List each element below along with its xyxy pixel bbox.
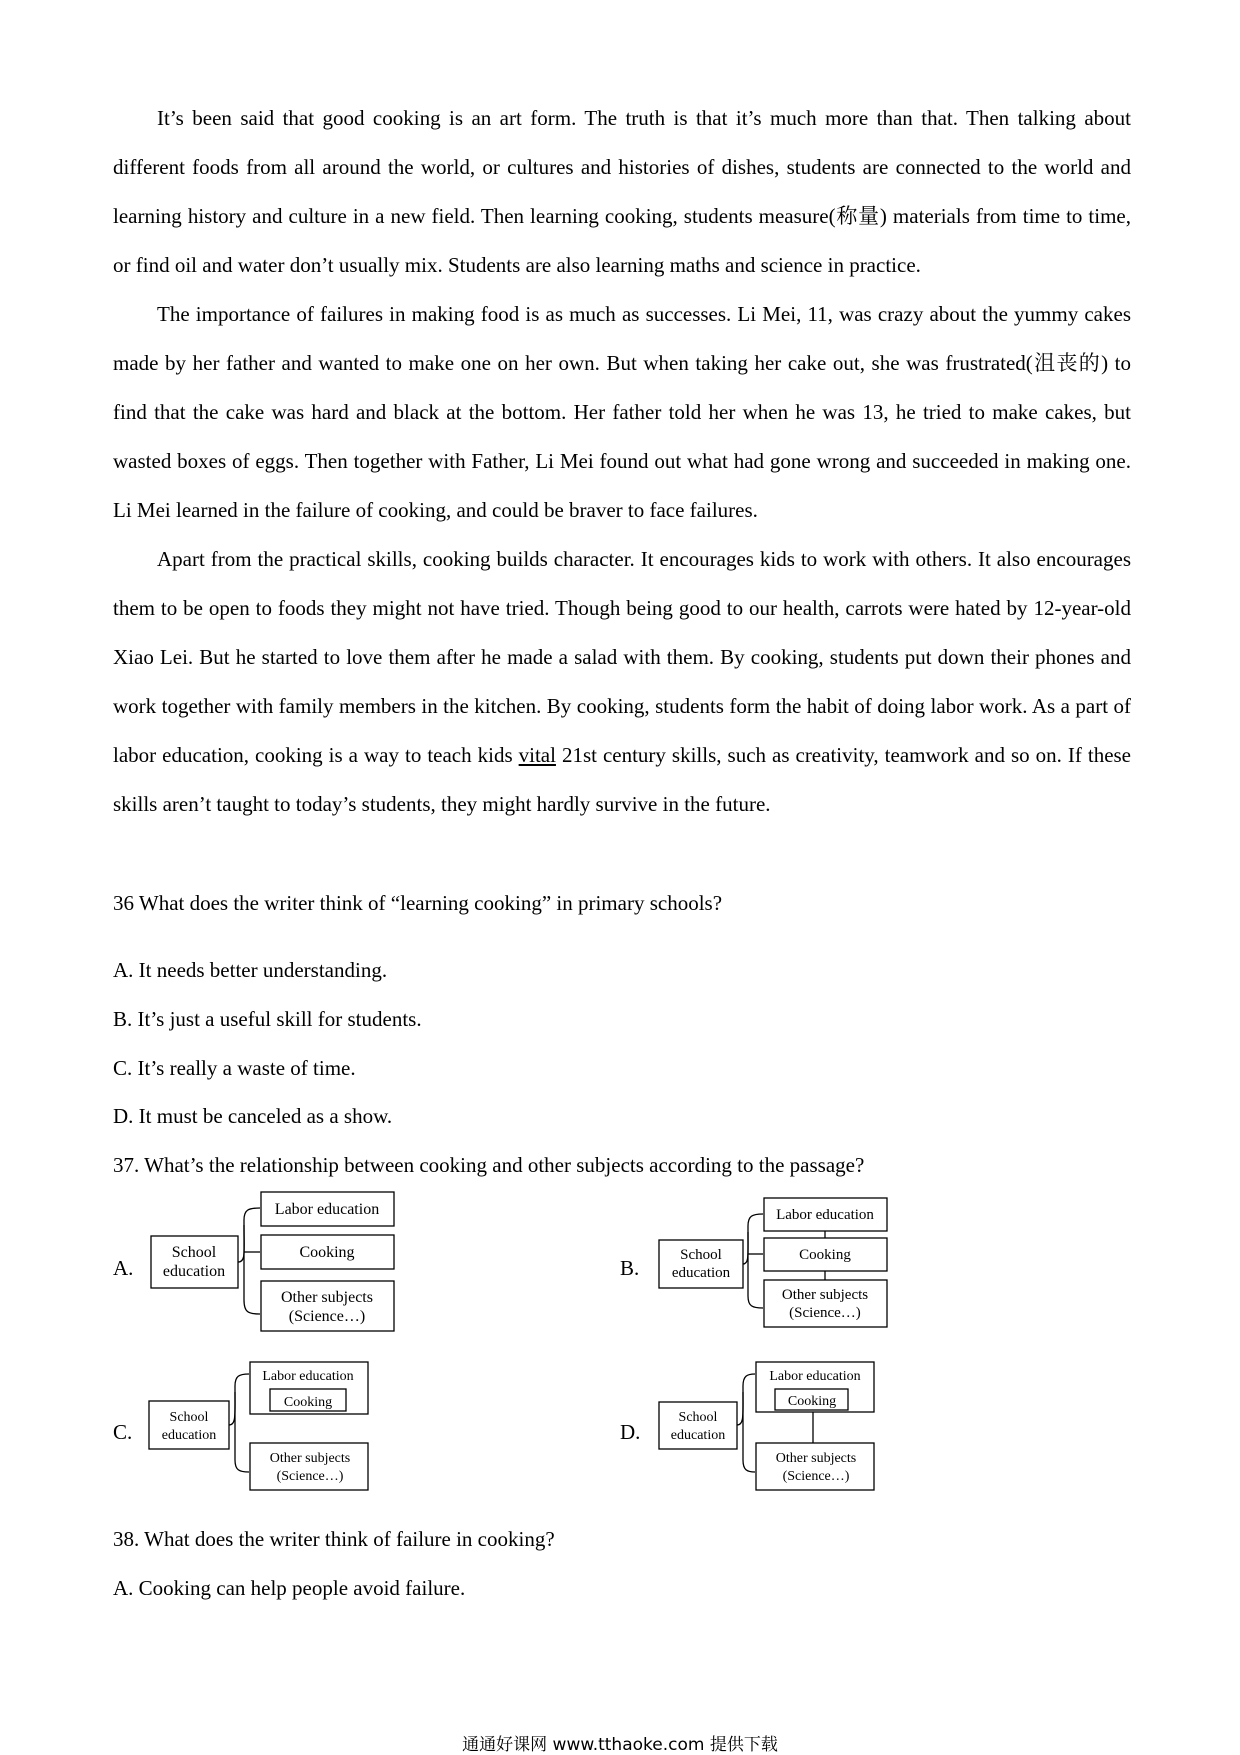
diagram-d-brace-bottom bbox=[743, 1392, 755, 1472]
q36-option-d: D. It must be canceled as a show. bbox=[113, 1104, 393, 1128]
diagram-c-text bbox=[162, 1369, 354, 1484]
passage-paragraph-3-text-b: 21st century skills, such as creativity, teamwork and so on. If these skills aren’t taught to today’s students, they might hardly survive in the future. bbox=[113, 743, 1132, 816]
diagram-a-school-line1: School bbox=[171, 1244, 217, 1261]
diagram-a-cooking-label: Cooking bbox=[299, 1244, 355, 1261]
diagram-a-other-line2: (Science…) bbox=[288, 1308, 366, 1325]
diagram-d-other-line2: (Science…) bbox=[782, 1469, 850, 1484]
diagram-b-other-line1: Other subjects bbox=[781, 1287, 869, 1303]
q36-option-c: C. It’s really a waste of time. bbox=[113, 1056, 356, 1080]
underlined-word-vital: vital bbox=[518, 743, 556, 767]
diagram-a-other-line1: Other subjects bbox=[281, 1289, 373, 1306]
diagram-c-brace-top bbox=[229, 1374, 249, 1425]
diagram-b-brace-bottom bbox=[748, 1232, 763, 1308]
diagram-d-other-line1: Other subjects bbox=[775, 1451, 857, 1466]
question-36: 36 What does the writer think of “learning cooking” in primary schools? bbox=[113, 891, 723, 915]
diagram-c-labor-label: Labor education bbox=[262, 1369, 354, 1384]
diagram-c-school-line2: education bbox=[161, 1428, 217, 1443]
diagram-b-text bbox=[672, 1207, 875, 1321]
diagram-c-cooking-label: Cooking bbox=[283, 1395, 333, 1410]
diagram-c-other-line2: (Science…) bbox=[276, 1469, 344, 1484]
diagram-d-school-line1: School bbox=[678, 1410, 718, 1425]
diagram-c-brace-bottom bbox=[235, 1392, 249, 1472]
q38-option-a: A. Cooking can help people avoid failure. bbox=[113, 1576, 466, 1600]
diagram-a-school-line2: education bbox=[162, 1263, 226, 1280]
page-footer: 通通好课网 www.tthaoke.com 提供下载 bbox=[462, 1735, 778, 1755]
passage-paragraph-1: It’s been said that good cooking is an art form. The truth is that it’s much more than that. Then talking about different foods from all around the world, or cultures and histories of dishes, students are connected to the world and learning history and culture in a new field. Then learning cooking, students measure(称量) materials from time to time, or find oil and water don’t usually mix. Students are also learning maths and science in practice. bbox=[113, 106, 1131, 277]
passage-paragraph-3-text-a: Apart from the practical skills, cooking builds character. It encourages kids to work with others. It also encourages them to be open to foods they might not have tried. Though being good to our health, carrots were hated by 12-year-old Xiao Lei. But he started to love them after he made a salad with them. By cooking, students put down their phones and work together with family members in the kitchen. By cooking, students form the habit of doing labor work. As a part of labor education, cooking is a way to teach kids bbox=[113, 547, 1131, 767]
diagram-b-labor-label: Labor education bbox=[776, 1207, 874, 1223]
diagram-b-brace-top bbox=[743, 1214, 763, 1264]
q37-option-a-label: A. bbox=[113, 1256, 134, 1280]
diagram-d-brace-top bbox=[737, 1374, 755, 1425]
diagram-b-cooking-label: Cooking bbox=[799, 1247, 851, 1263]
diagram-a-brace-bottom bbox=[244, 1225, 260, 1314]
diagram-d-text bbox=[671, 1369, 861, 1484]
diagram-b-other-line2: (Science…) bbox=[789, 1305, 861, 1321]
q37-option-b-label: B. bbox=[620, 1256, 640, 1280]
diagram-d-cooking-label: Cooking bbox=[787, 1394, 837, 1409]
diagram-c-other-line1: Other subjects bbox=[269, 1451, 351, 1466]
q36-option-b: B. It’s just a useful skill for students. bbox=[113, 1007, 422, 1031]
question-37: 37. What’s the relationship between cooking and other subjects according to the passage? bbox=[113, 1153, 865, 1177]
diagram-d-labor-label: Labor education bbox=[769, 1369, 861, 1384]
q37-option-c-label: C. bbox=[113, 1420, 133, 1444]
question-38: 38. What does the writer think of failure in cooking? bbox=[113, 1527, 555, 1551]
diagram-b-school-line1: School bbox=[680, 1247, 722, 1263]
diagram-a-brace-top bbox=[238, 1208, 260, 1262]
passage-paragraph-2: The importance of failures in making food is as much as successes. Li Mei, 11, was crazy about the yummy cakes made by her father and wanted to make one on her own. But when taking her cake out, she was frustrated(沮丧的) to find that the cake was hard and black at the bottom. Her father told her when he was 13, he tried to make cakes, but wasted boxes of eggs. Then together with Father, Li Mei found out what had gone wrong and succeeded in making one. Li Mei learned in the failure of cooking, and could be braver to face failures. bbox=[113, 302, 1131, 522]
diagram-a-labor-label: Labor education bbox=[274, 1201, 380, 1218]
q37-option-d-label: D. bbox=[620, 1420, 641, 1444]
diagram-a-text bbox=[163, 1201, 379, 1325]
diagram-c-school-line1: School bbox=[169, 1410, 209, 1425]
diagram-d-school-line2: education bbox=[670, 1428, 726, 1443]
q36-option-a: A. It needs better understanding. bbox=[113, 958, 388, 982]
diagram-b-school-line2: education bbox=[671, 1265, 731, 1281]
